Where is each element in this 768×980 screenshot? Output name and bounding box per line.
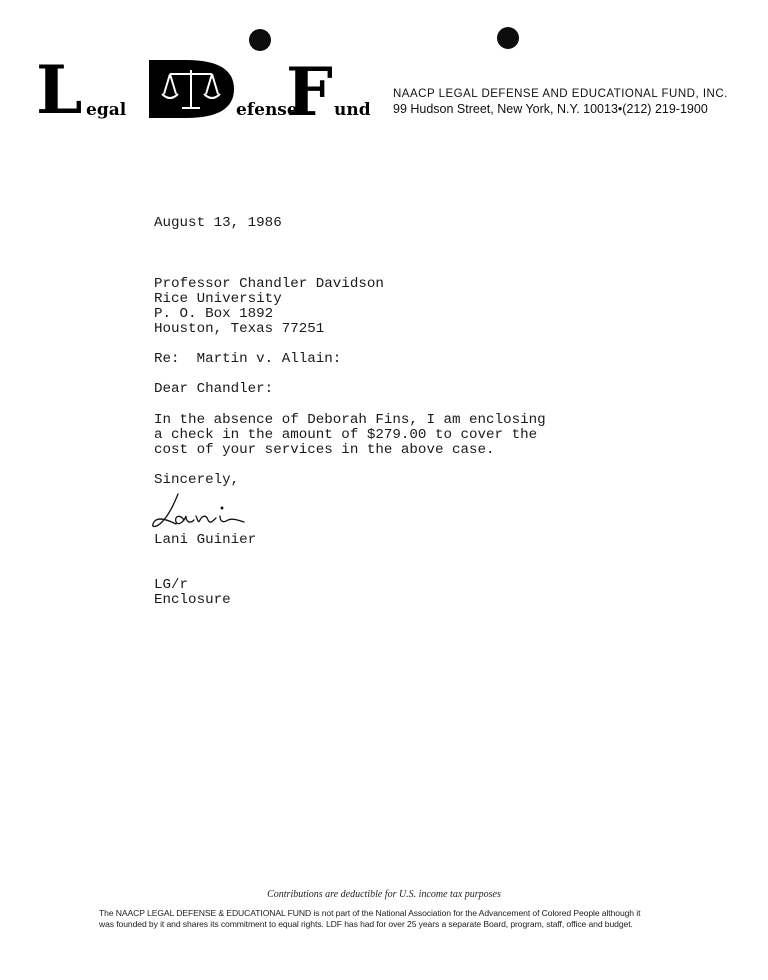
- footer-disclaimer: [99, 908, 699, 929]
- logo-letter-l: L: [36, 58, 83, 120]
- logo-letter-f: F: [286, 58, 333, 120]
- org-name: NAACP LEGAL DEFENSE AND EDUCATIONAL FUND, INC.: [393, 88, 728, 100]
- body-line: a check in the amount of $279.00 to cover the: [154, 427, 538, 443]
- disclaimer-line: The NAACP LEGAL DEFENSE & EDUCATIONAL FUND is not part of the National Association for the Advancement of Colored People although it: [99, 908, 641, 918]
- logo-word-egal: egal: [86, 100, 127, 120]
- logo-word-efense: efense: [236, 100, 298, 120]
- letter-date: August 13, 1986: [154, 215, 282, 231]
- punch-hole: [497, 27, 519, 49]
- tax-note: Contributions are deductible for U.S. income tax purposes: [267, 889, 501, 900]
- closing: Sincerely,: [154, 472, 240, 488]
- recipient-line: Professor Chandler Davidson: [154, 276, 384, 292]
- org-address: 99 Hudson Street, New York, N.Y. 10013•(212) 219-1900: [393, 102, 708, 116]
- signer-name: Lani Guinier: [154, 532, 257, 548]
- ldf-logo: [36, 58, 376, 120]
- punch-hole: [249, 29, 271, 51]
- salutation: Dear Chandler:: [154, 381, 274, 397]
- enclosure-note: Enclosure: [154, 592, 231, 608]
- handwritten-signature: [148, 486, 258, 534]
- recipient-line: Rice University: [154, 291, 282, 307]
- body-line: cost of your services in the above case.: [154, 442, 495, 458]
- logo-word-und: und: [334, 100, 371, 120]
- recipient-line: Houston, Texas 77251: [154, 321, 325, 337]
- disclaimer-line: was founded by it and shares its commitment to equal rights. LDF has had for over 25 years a separate Board, program, staff, office and budget.: [99, 918, 633, 929]
- body-line: In the absence of Deborah Fins, I am enclosing: [154, 412, 546, 428]
- recipient-line: P. O. Box 1892: [154, 306, 274, 322]
- subject-line: Re: Martin v. Allain:: [154, 351, 342, 367]
- initials: LG/r: [154, 577, 189, 593]
